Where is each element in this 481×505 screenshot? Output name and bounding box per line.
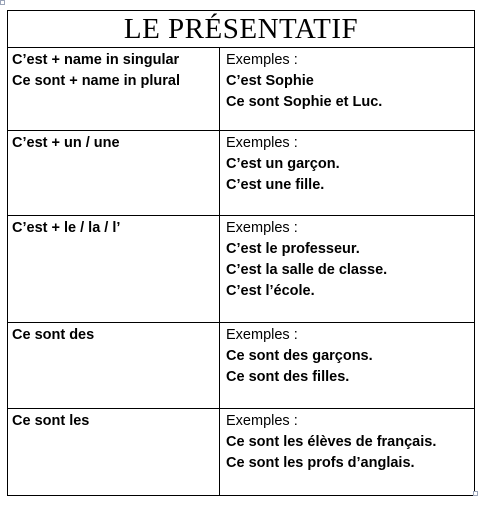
rule-text: C’est + le / la / l’ <box>12 220 121 236</box>
rule-cell <box>8 131 220 216</box>
example-sentence: C’est un garçon. <box>226 156 340 172</box>
table-row <box>8 323 475 409</box>
example-sentence: C’est une fille. <box>226 177 325 193</box>
example-sentence: Ce sont des garçons. <box>226 348 373 364</box>
rule-cell <box>8 216 220 323</box>
example-sentence: C’est Sophie <box>226 73 314 89</box>
examples-cell <box>220 323 475 409</box>
examples-cell <box>220 409 475 496</box>
example-sentence: Ce sont les profs d’anglais. <box>226 455 415 471</box>
rule-text: C’est + name in singular <box>12 52 180 68</box>
table-row <box>8 48 475 131</box>
table-row <box>8 409 475 496</box>
rule-cell <box>8 323 220 409</box>
example-sentence: Ce sont Sophie et Luc. <box>226 94 383 110</box>
example-sentence: Ce sont des filles. <box>226 369 350 385</box>
examples-cell <box>220 131 475 216</box>
examples-label: Exemples : <box>226 220 298 236</box>
table-row <box>8 131 475 216</box>
title-cell <box>8 11 475 48</box>
table-row <box>8 216 475 323</box>
examples-label: Exemples : <box>226 327 298 343</box>
examples-cell <box>220 216 475 323</box>
title-row <box>8 11 475 48</box>
example-sentence: Ce sont les élèves de français. <box>226 434 437 450</box>
rule-cell <box>8 48 220 131</box>
examples-label: Exemples : <box>226 52 298 68</box>
presentatif-table <box>7 10 475 496</box>
example-sentence: C’est la salle de classe. <box>226 262 388 278</box>
examples-label: Exemples : <box>226 413 298 429</box>
example-sentence: C’est l’école. <box>226 283 315 299</box>
example-sentence: C’est le professeur. <box>226 241 360 257</box>
rule-text: Ce sont des <box>12 327 95 343</box>
rule-text: Ce sont les <box>12 413 90 429</box>
page-title: LE PRÉSENTATIF <box>123 13 359 45</box>
examples-label: Exemples : <box>226 135 298 151</box>
rule-text: C’est + un / une <box>12 135 120 151</box>
resize-handle-bottom-right[interactable] <box>473 491 478 496</box>
rule-text: Ce sont + name in plural <box>12 73 180 89</box>
examples-cell <box>220 48 475 131</box>
resize-handle-top-left[interactable] <box>0 0 5 5</box>
rule-cell <box>8 409 220 496</box>
